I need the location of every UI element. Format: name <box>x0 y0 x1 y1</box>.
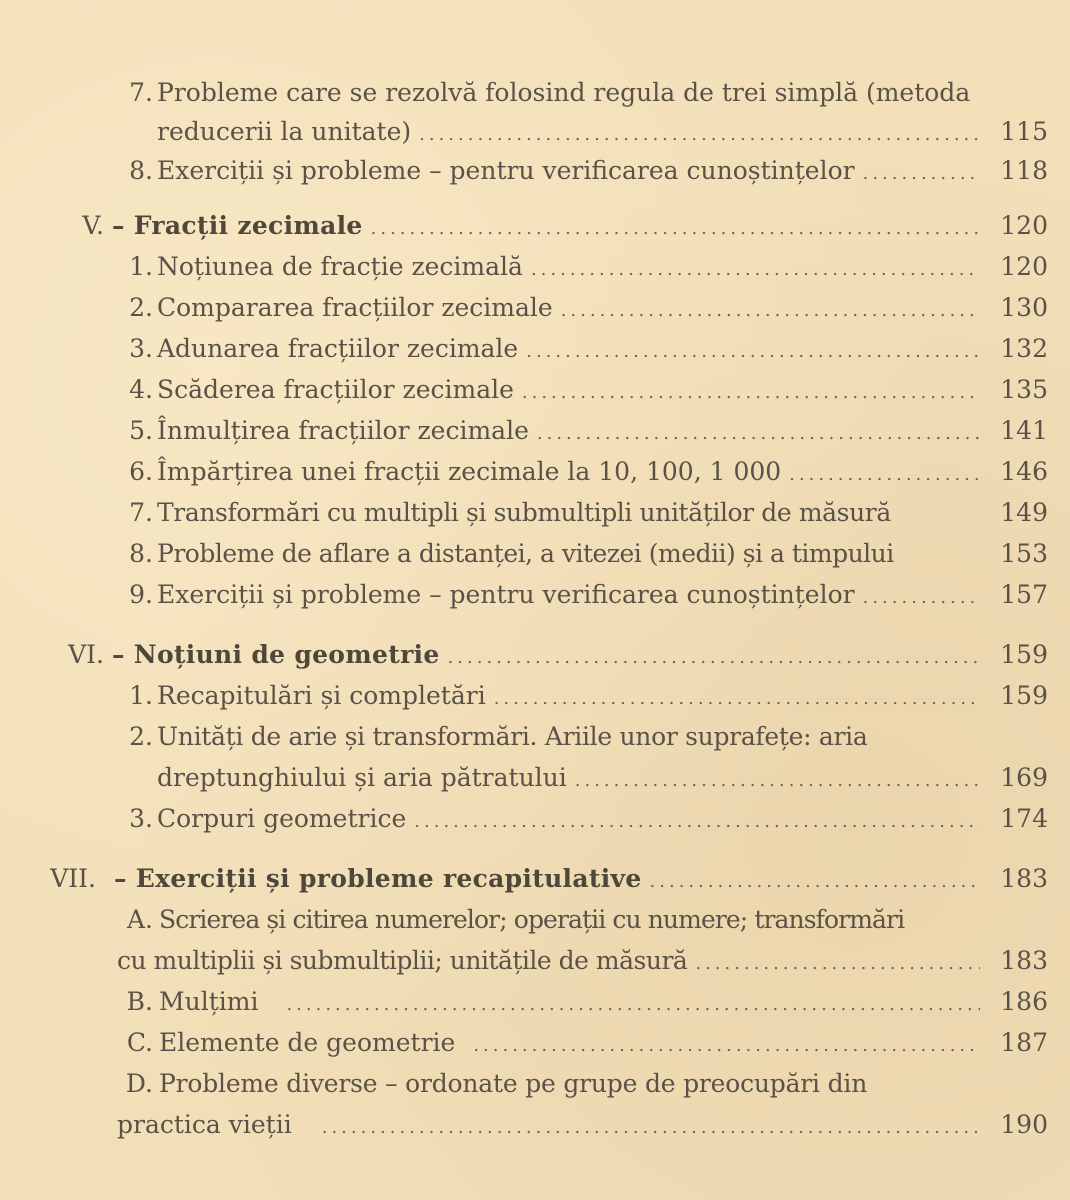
toc-entry-page: 146 <box>1000 457 1048 486</box>
toc-entry-title: Adunarea fracțiilor zecimale <box>157 334 519 363</box>
toc-entry-number: 8. <box>129 156 153 185</box>
toc-chapter-title: – Noțiuni de geometrie <box>112 640 440 669</box>
toc-entry-title: Exerciții și probleme – pentru verificarea cunoștințelor <box>157 156 855 185</box>
toc-entry-page: 157 <box>1000 580 1048 609</box>
toc-entry <box>117 71 1048 115</box>
toc-entry <box>117 573 1048 617</box>
leader-dots <box>322 1106 980 1150</box>
toc-entry-number: 2. <box>129 722 153 751</box>
toc-entry <box>117 898 1048 942</box>
toc-entry-page: 115 <box>1000 117 1048 146</box>
toc-entry <box>117 450 1048 494</box>
toc-entry-title: Exerciții și probleme – pentru verificarea cunoștințelor <box>157 580 855 609</box>
toc-entry-title: Unități de arie și transformări. Ariile unor suprafețe: aria <box>157 722 868 751</box>
toc-entry <box>117 1103 1048 1147</box>
toc-entry-page: 174 <box>1000 804 1048 833</box>
toc-entry-number: 7. <box>129 498 153 527</box>
toc-entry-page: 159 <box>1000 681 1048 710</box>
toc-entry-page: 186 <box>1000 987 1048 1016</box>
toc-entry <box>117 532 1048 576</box>
toc-entry-title: Împărțirea unei fracții zecimale la 10, 100, 1 000 <box>157 457 782 486</box>
toc-entry <box>117 715 1048 759</box>
toc-entry-title: Noțiunea de fracție zecimală <box>157 252 523 281</box>
toc-entry <box>117 1021 1048 1065</box>
toc-entry-title: Scrierea și citirea numerelor; operații cu numere; transformări <box>159 905 905 934</box>
toc-entry <box>117 327 1048 371</box>
toc-entry-number: 1. <box>129 252 153 281</box>
toc-entry-number: B. <box>126 987 153 1016</box>
toc-entry-page: 130 <box>1000 293 1048 322</box>
toc-entry-title: reducerii la unitate) <box>157 117 412 146</box>
toc-entry-title: dreptunghiului și aria pătratului <box>157 763 567 792</box>
toc-entry-title: Scăderea fracțiilor zecimale <box>157 375 514 404</box>
toc-entry-page: 141 <box>1000 416 1048 445</box>
toc-entry <box>117 409 1048 453</box>
toc-entry-page: 120 <box>1000 211 1048 240</box>
toc-entry-page: 187 <box>1000 1028 1048 1057</box>
toc-entry-title: Transformări cu multipli și submultipli unităților de măsură <box>157 498 891 527</box>
toc-entry <box>117 491 1048 535</box>
toc-entry-number: 8. <box>129 539 153 568</box>
toc-entry-number: 7. <box>129 78 153 107</box>
toc-entry-page: 120 <box>1000 252 1048 281</box>
toc-entry <box>157 756 1048 800</box>
toc-chapter-number: V. <box>82 211 104 240</box>
toc-entry-page: 159 <box>1000 640 1048 669</box>
toc-entry-number: 2. <box>129 293 153 322</box>
toc-entry-page: 132 <box>1000 334 1048 363</box>
toc-entry-page: 135 <box>1000 375 1048 404</box>
toc-entry-page: 183 <box>1000 864 1048 893</box>
toc-entry-number: 3. <box>129 804 153 833</box>
toc-chapter-number: VI. <box>68 640 104 669</box>
toc-entry <box>117 980 1048 1024</box>
toc-entry-number: 1. <box>129 681 153 710</box>
toc-entry <box>117 674 1048 718</box>
toc-entry-page: 118 <box>1000 156 1048 185</box>
toc-entry <box>117 149 1048 193</box>
toc-entry <box>117 368 1048 412</box>
toc-entry-title: Probleme diverse – ordonate pe grupe de preocupări din <box>159 1069 868 1098</box>
toc-entry-number: C. <box>126 1028 153 1057</box>
toc-entry-title: Probleme care se rezolvă folosind regula de trei simplă (metoda <box>157 78 971 107</box>
toc-entry <box>117 245 1048 289</box>
toc-entry-page: 149 <box>1000 498 1048 527</box>
toc-chapter-entry <box>64 204 1048 248</box>
toc-entry-title: Probleme de aflare a distanței, a vitezei (medii) și a timpului <box>157 539 894 568</box>
toc-entry-title: cu multiplii și submultiplii; unitățile de măsură <box>117 946 688 975</box>
toc-entry <box>117 939 1048 983</box>
toc-entry-title: Înmulțirea fracțiilor zecimale <box>157 416 529 445</box>
toc-entry <box>117 286 1048 330</box>
toc-entry-number: 6. <box>129 457 153 486</box>
toc-entry-title: Compararea fracțiilor zecimale <box>157 293 553 322</box>
toc-chapter-entry <box>54 633 1048 677</box>
toc-entry-number: 9. <box>129 580 153 609</box>
toc-entry-title: Elemente de geometrie <box>159 1028 456 1057</box>
toc-entry-title: practica vieții <box>117 1110 292 1139</box>
toc-entry <box>157 110 1048 154</box>
toc-entry <box>117 1062 1048 1106</box>
leader-dots <box>863 152 980 196</box>
toc-entry-title: Corpuri geometrice <box>157 804 407 833</box>
toc-entry-page: 183 <box>1000 946 1048 975</box>
toc-chapter-number: VII. <box>50 864 96 893</box>
toc-chapter-title: – Fracții zecimale <box>112 211 363 240</box>
toc-entry-number: 4. <box>129 375 153 404</box>
leader-dots <box>414 800 980 844</box>
toc-entry-number: A. <box>126 905 153 934</box>
toc-entry-page: 190 <box>1000 1110 1048 1139</box>
toc-entry-number: 3. <box>129 334 153 363</box>
toc-entry-number: 5. <box>129 416 153 445</box>
toc-chapter-entry <box>40 857 1048 901</box>
toc-entry-title: Recapitulări și completări <box>157 681 486 710</box>
toc-entry-number: D. <box>125 1069 153 1098</box>
toc-entry-page: 153 <box>1000 539 1048 568</box>
toc-entry <box>117 797 1048 841</box>
leader-dots <box>863 576 980 620</box>
toc-entry-page: 169 <box>1000 763 1048 792</box>
toc-chapter-title: – Exerciții și probleme recapitulative <box>114 864 642 893</box>
toc-entry-title: Mulțimi <box>159 987 259 1016</box>
